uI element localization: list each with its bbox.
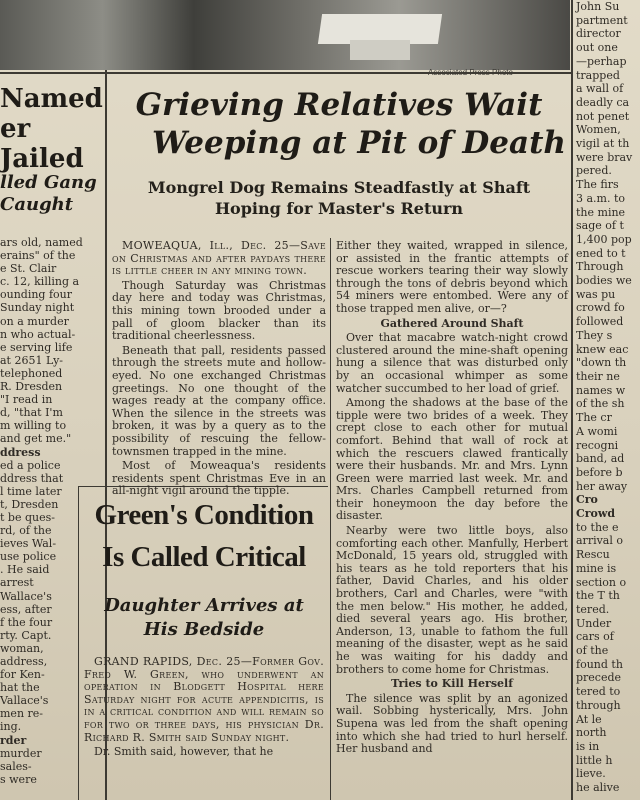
left-column-line: telephoned	[0, 366, 63, 380]
right-column-line: They s	[576, 328, 613, 342]
right-column-line: precede	[576, 671, 622, 685]
left-column-line: use police	[0, 550, 57, 564]
left-headline-line: Named	[0, 84, 103, 114]
right-column-line: out one	[576, 41, 618, 55]
right-column-line: crowd fo	[576, 301, 625, 315]
green-story-paragraph: Dr. Smith said, however, that he	[94, 745, 274, 759]
right-column-line: Rescu	[576, 548, 610, 562]
right-column-line: partment	[576, 13, 628, 27]
right-column-line: arrival o	[576, 534, 624, 548]
right-column-line: north	[576, 726, 607, 740]
left-column-line: t, Dresden	[0, 497, 59, 511]
left-column-line: and get me."	[0, 432, 72, 446]
green-headline	[80, 494, 328, 578]
green-headline-line2: Is Called Critical	[102, 541, 306, 573]
right-column-line: her away	[576, 479, 628, 493]
left-column-line: ounding four	[0, 288, 73, 302]
right-column-line: of the sh	[576, 397, 625, 411]
right-column-line: The firs	[576, 178, 619, 192]
green-deck-line1: Daughter Arrives at	[104, 595, 304, 616]
right-column-line: sage of t	[576, 219, 624, 233]
right-column-line: he alive	[576, 781, 620, 795]
main-story-subhead: Gathered Around Shaft	[380, 316, 524, 330]
main-story-subhead: Tries to Kill Herself	[391, 677, 513, 691]
right-column-line: Crowd	[576, 507, 616, 521]
right-column-line: ened to t	[576, 246, 626, 260]
right-column-line: lieve.	[576, 767, 606, 781]
main-story-paragraph: Beneath that pall, residents passed through the streets mute and hollow-eyed. No one exchanged Christmas greetings. No one thought of the wages ready at the company office. When the silence in the streets was broken, it was by a query as to the possibility of rescuing the fellow-townsmen trapped in the mine.	[112, 343, 326, 458]
right-column-line: mine is	[576, 561, 617, 575]
green-story-text	[84, 656, 324, 800]
main-headline-line2: Weeping at Pit of Death	[152, 125, 566, 161]
main-headline	[108, 86, 570, 162]
main-deck-line1: Mongrel Dog Remains Steadfastly at Shaft	[147, 178, 531, 197]
left-column-line: R. Dresden	[0, 380, 63, 394]
column-rule	[571, 0, 573, 800]
right-column-line: 1,400 pop	[576, 232, 632, 246]
right-column-line: Under	[576, 616, 612, 630]
left-column-line: s were	[0, 772, 37, 786]
green-headline-line1: Green's Condition	[94, 499, 314, 531]
left-column-line: t be ques-	[0, 510, 55, 524]
right-column-line: was pu	[576, 287, 616, 301]
left-column-line: murder	[0, 746, 42, 760]
main-story-paragraph: The silence was split by an agonized wail. Sobbing hysterically, Mrs. John Supena was led from the shaft opening into which she had tried to hurl herself. Her husband and	[336, 691, 568, 756]
left-headline	[0, 84, 104, 174]
right-column-line: the mine	[576, 205, 626, 219]
right-column-line: of the	[576, 644, 609, 658]
left-column-line: arrest	[0, 576, 34, 590]
left-column-line: men re-	[0, 707, 44, 721]
right-column-line: Women,	[576, 123, 621, 137]
right-column-line: section o	[576, 575, 627, 589]
main-story-paragraph: Nearby were two little boys, also comforting each other. Manfully, Herbert McDonald, 15 years old, struggled with his tears as he told reporters that his father, David Charles, and his older brothers, Carl and Charles, were "with the men below." His mother, he added, died several years ago. His brother, Anderson, 13, unable to fathom the full meaning of the disaster, wept as he said he was waiting for his daddy and brothers to come home for Christmas.	[336, 524, 568, 676]
right-column-line: tered to	[576, 685, 621, 699]
left-column-line: woman,	[0, 641, 44, 655]
right-column-line: director	[576, 27, 621, 41]
right-column-line: names w	[576, 383, 626, 397]
right-column-line: is in	[576, 739, 600, 753]
news-photo	[0, 0, 570, 70]
right-column-line: knew eac	[576, 342, 629, 356]
right-column-line: recogni	[576, 438, 619, 452]
left-column-line: d, "that I'm	[0, 406, 63, 420]
left-column-line: for Ken-	[0, 668, 45, 682]
main-story-paragraph: MOWEAQUA, Ill., Dec. 25—Save on Christmas and after paydays there is little cheer in any mining town.	[112, 239, 326, 278]
right-column-line: A womi	[576, 424, 618, 438]
left-column-line: c. 12, killing a	[0, 275, 80, 289]
right-column-line: were brav	[576, 150, 633, 164]
right-column-line: their ne	[576, 369, 620, 383]
main-story-column-1	[112, 239, 326, 498]
section-rule	[0, 72, 571, 74]
right-column-line: pered.	[576, 164, 612, 178]
left-column-line: erains" of the	[0, 249, 76, 263]
right-column-line: the T th	[576, 589, 620, 603]
left-column-line: n who actual-	[0, 327, 76, 341]
main-headline-line1: Grieving Relatives Wait	[135, 87, 543, 123]
left-column-line: Vallace's	[0, 694, 49, 708]
green-story-paragraph: GRAND RAPIDS, Dec. 25—Former Gov. Fred W. Green, who underwent an operation in Blodgett Hospital here Saturday night for acute appendicitis, is in a critical condition and will remain so for two or three days, his physician Dr. Richard R. Smith said Sunday night.	[84, 655, 324, 744]
left-column-line: m willing to	[0, 419, 67, 433]
left-column-line: ed a police	[0, 458, 61, 472]
left-column-line: . He said	[0, 563, 50, 577]
right-column-line: John Su	[576, 0, 620, 13]
main-story-column-2	[336, 240, 568, 800]
left-column-line: rder	[0, 733, 27, 747]
right-column-line: Through	[576, 260, 624, 274]
right-column-text	[576, 0, 640, 800]
right-column-line: tered.	[576, 602, 610, 616]
main-story-paragraph: Either they waited, wrapped in silence, or assisted in the frantic attempts of rescue workers tearing their way slowly through the tons of debris beyond which 54 miners were entombed. Were any of those trapped men alive, or—?	[336, 239, 568, 315]
right-column-line: At le	[576, 712, 602, 726]
main-story-paragraph: Among the shadows at the base of the tipple were two brides of a week. They crept close to each other for mutual comfort. Behind that wall of rock at which the rescuers clawed frantically were their husbands. Mr. and Mrs. Lynn Green were married last week. Mr. and Mrs. Charles Campbell returned from their honeymoon the day before the disaster.	[336, 396, 568, 523]
main-deck-line2: Hoping for Master's Return	[214, 199, 464, 218]
right-column-line: before b	[576, 465, 623, 479]
right-column-line: bodies we	[576, 274, 632, 288]
left-subhead-line: Caught	[0, 194, 74, 215]
left-headline-line: er Jailed	[0, 114, 84, 174]
left-column-line: f the four	[0, 615, 53, 629]
green-deck	[80, 594, 328, 642]
left-column-line: e St. Clair	[0, 262, 57, 276]
left-subhead-line: lled Gang	[0, 172, 97, 193]
right-column-line: a wall of	[576, 82, 624, 96]
left-column-line: Sunday night	[0, 301, 75, 315]
right-column-line: found th	[576, 657, 623, 671]
left-column-line: ars old, named	[0, 236, 83, 249]
right-column-line: trapped	[576, 68, 620, 82]
left-column-line: ddress that	[0, 471, 64, 485]
right-column-line: 3 a.m. to	[576, 191, 626, 205]
main-story-paragraph: Over that macabre watch-night crowd clustered around the mine-shaft opening hung a silence that was disturbed only by an occasional whimper as some watcher succumbed to her load of grief.	[336, 331, 568, 395]
column-rule	[330, 238, 331, 800]
main-deck	[108, 177, 570, 219]
left-column-line: "I read in	[0, 393, 53, 407]
left-column-line: e serving life	[0, 340, 73, 354]
right-column-line: through	[576, 698, 621, 712]
left-column-line: ess, after	[0, 602, 52, 616]
right-column-line: cars of	[576, 630, 614, 644]
left-subhead	[0, 172, 104, 216]
main-story-paragraph: Though Saturday was Christmas day here and today was Christmas, this mining town brooded under a pall of gloom blacker than its traditional cheerlessness.	[112, 278, 326, 343]
left-column-line: ddress	[0, 445, 41, 459]
right-column-line: The cr	[576, 411, 612, 425]
right-column-line: —perhap	[576, 54, 627, 68]
right-column-line: not penet	[576, 109, 630, 123]
left-column-line: l time later	[0, 484, 62, 498]
right-column-line: vigil at th	[576, 137, 630, 151]
left-column-line: ieves Wal-	[0, 537, 57, 551]
right-column-line: little h	[576, 753, 613, 767]
main-story-paragraph: Most of Moweaqua's residents residents spent Christmas Eve in an all-night vigil around the tipple.	[112, 459, 326, 498]
photo-highlight	[350, 40, 410, 60]
left-column-line: rd, of the	[0, 524, 52, 538]
right-column-line: followed	[576, 315, 624, 329]
left-column-line: on a murder	[0, 314, 69, 328]
left-column-line: address,	[0, 655, 48, 668]
left-column-line: sales-	[0, 759, 32, 773]
right-column-line: to the e	[576, 520, 619, 534]
left-column-line: rty. Capt.	[0, 628, 52, 642]
left-column-line: ing.	[0, 720, 22, 734]
left-column-line: at 2651 Ly-	[0, 353, 64, 367]
right-column-line: Cro	[576, 493, 598, 507]
left-column-line: hat the	[0, 681, 40, 695]
right-column-line: deadly ca	[576, 95, 630, 109]
green-deck-line2: His Bedside	[143, 619, 265, 640]
left-column-line: Wallace's	[0, 589, 52, 603]
right-column-line: "down th	[576, 356, 627, 370]
right-column-line: band, ad	[576, 452, 625, 466]
